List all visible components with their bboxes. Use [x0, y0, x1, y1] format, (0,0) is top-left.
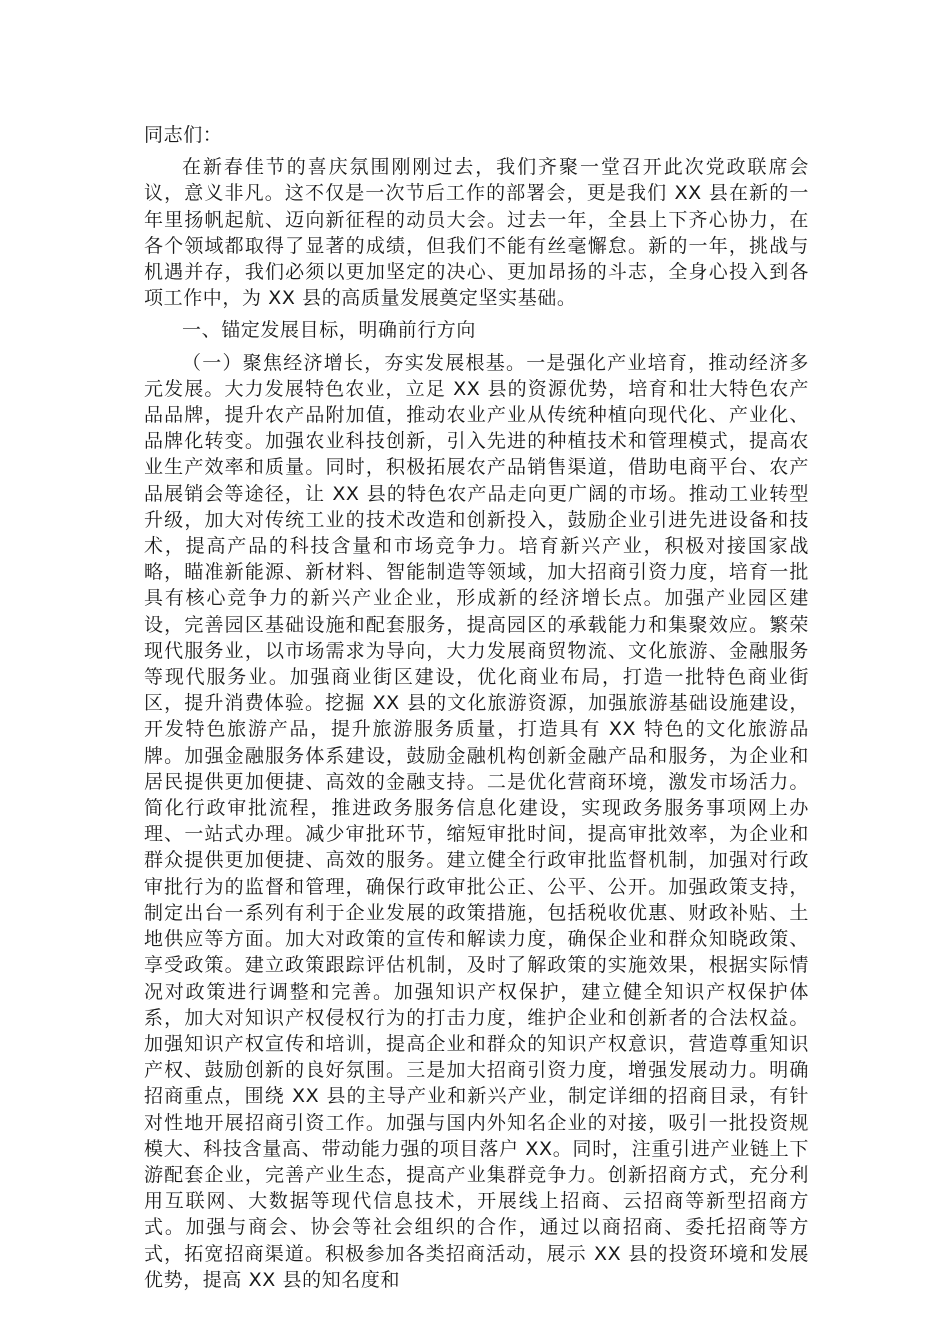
section-heading: 一、锚定发展目标，明确前行方向: [182, 319, 477, 342]
intro-paragraph: 在新春佳节的喜庆氛围刚刚过去，我们齐聚一堂召开此次党政联席会议，意义非凡。这不仅是一次节后工作的部署会，更是我们 XX 县在新的一年里扬帆起航、迈向新征程的动员大会。过去一年，全县上下齐心协力，在各个领域都取得了显著的成绩，但我们不能有丝毫懈怠。新的一年，挑战与机遇并存，我们必须以更加坚定的决心、更加昂扬的斗志，全身心投入到各项工作中，为 XX 县的高质量发展奠定坚实基础。: [144, 156, 809, 310]
document-body: [144, 122, 809, 1293]
section-body-paragraph: （一）聚焦经济增长，夯实发展根基。一是强化产业培育，推动经济多元发展。大力发展特色农业，立足 XX 县的资源优势，培育和壮大特色农产品品牌，提升农产品附加值，推动农业产业从传统种植向现代化、产业化、品牌化转变。加强农业科技创新，引入先进的种植技术和管理模式，提高农业生产效率和质量。同时，积极拓展农产品销售渠道，借助电商平台、农产品展销会等途径，让 XX 县的特色农产品走向更广阔的市场。推动工业转型升级，加大对传统工业的技术改造和创新投入，鼓励企业引进先进设备和技术，提高产品的科技含量和市场竞争力。培育新兴产业，积极对接国家战略，瞄准新能源、新材料、智能制造等领域，加大招商引资力度，培育一批具有核心竞争力的新兴产业企业，形成新的经济增长点。加强产业园区建设，完善园区基础设施和配套服务，提高园区的承载能力和集聚效应。繁荣现代服务业，以市场需求为导向，大力发展商贸物流、文化旅游、金融服务等现代服务业。加强商业街区建设，优化商业布局，打造一批特色商业街区，提升消费体验。挖掘 XX 县的文化旅游资源，加强旅游基础设施建设，开发特色旅游产品，提升旅游服务质量，打造具有 XX 特色的文化旅游品牌。加强金融服务体系建设，鼓励金融机构创新金融产品和服务，为企业和居民提供更加便捷、高效的金融支持。二是优化营商环境，激发市场活力。简化行政审批流程，推进政务服务信息化建设，实现政务服务事项网上办理、一站式办理。减少审批环节，缩短审批时间，提高审批效率，为企业和群众提供更加便捷、高效的服务。建立健全行政审批监督机制，加强对行政审批行为的监督和管理，确保行政审批公正、公平、公开。加强政策支持，制定出台一系列有利于企业发展的政策措施，包括税收优惠、财政补贴、土地供应等方面。加大对政策的宣传和解读力度，确保企业和群众知晓政策、享受政策。建立政策跟踪评估机制，及时了解政策的实施效果，根据实际情况对政策进行调整和完善。加强知识产权保护，建立健全知识产权保护体系，加大对知识产权侵权行为的打击力度，维护企业和创新者的合法权益。加强知识产权宣传和培训，提高企业和群众的知识产权意识，营造尊重知识产权、鼓励创新的良好氛围。三是加大招商引资力度，增强发展动力。明确招商重点，围绕 XX 县的主导产业和新兴产业，制定详细的招商目录，有针对性地开展招商引资工作。加强与国内外知名企业的对接，吸引一批投资规模大、科技含量高、带动能力强的项目落户 XX。同时，注重引进产业链上下游配套企业，完善产业生态，提高产业集群竞争力。创新招商方式，充分利用互联网、大数据等现代信息技术，开展线上招商、云招商等新型招商方式。加强与商会、协会等社会组织的合作，通过以商招商、委托招商等方式，拓宽招商渠道。积极参加各类招商活动，展示 XX 县的投资环境和发展优势，提高 XX 县的知名度和: [144, 351, 809, 1291]
salutation: 同志们：: [144, 124, 223, 146]
